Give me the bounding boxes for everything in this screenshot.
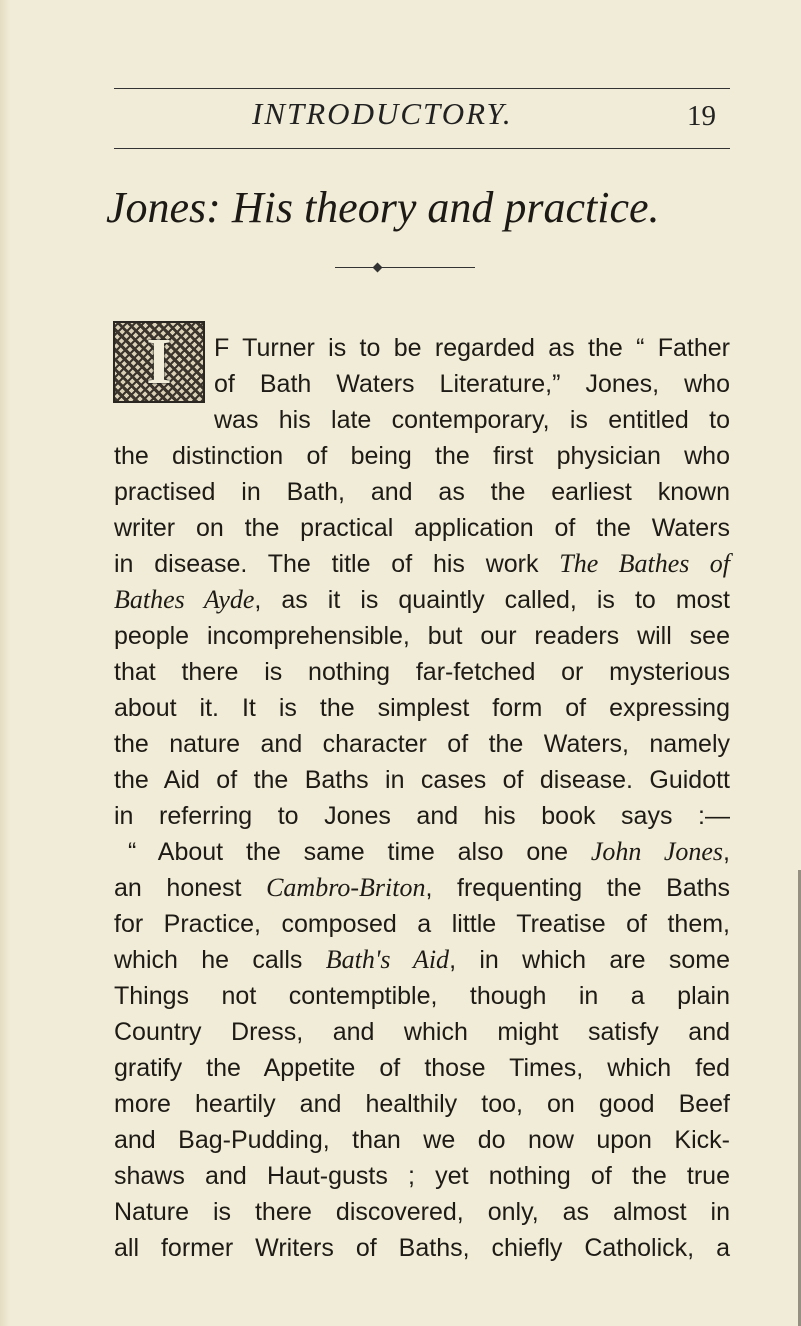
text-run: in disease. The title of his work — [114, 550, 560, 578]
text-line: that there is nothing far-fetched or mysterious — [114, 658, 730, 686]
text-run: “ About the same time also one — [128, 838, 591, 866]
text-line: about it. It is the simplest form of expressing — [114, 694, 730, 722]
quote-line: gratify the Appetite of those Times, which fed — [114, 1054, 730, 1082]
text-line: F Turner is to be regarded as the “ Father — [214, 334, 730, 362]
quote-line: all former Writers of Baths, chiefly Catholick, a — [114, 1234, 730, 1262]
ornament-bar — [335, 267, 475, 268]
person-name-italic: John Jones — [590, 837, 724, 866]
quote-line: for Practice, composed a little Treatise of them, — [114, 910, 730, 938]
header-rule-bottom — [114, 148, 730, 149]
text-line: the distinction of being the first physician who — [114, 442, 730, 470]
text-line: the nature and character of the Waters, namely — [114, 730, 730, 758]
quote-line: Nature is there discovered, only, as almost in — [114, 1198, 730, 1226]
text-run: which he calls — [114, 946, 326, 974]
text-line: in referring to Jones and his book says :— — [114, 802, 730, 830]
page-number: 19 — [687, 100, 716, 132]
text-run: , as it is quaintly called, is to most — [254, 586, 731, 614]
quote-line — [114, 870, 730, 906]
running-head: INTRODUCTORY. — [252, 96, 513, 131]
quote-line: and Bag-Pudding, than we do now upon Kick- — [114, 1126, 730, 1154]
text-run: , frequenting the Baths — [425, 874, 730, 902]
chapter-title: Jones: His theory and practice. — [106, 183, 660, 232]
book-title-italic: Bathes Ayde — [114, 585, 255, 614]
quote-line — [114, 834, 730, 870]
decorated-initial — [113, 321, 205, 403]
quote-line — [114, 942, 730, 978]
text-line — [114, 582, 730, 618]
drop-cap-letter: I — [146, 325, 172, 398]
header-rule-top — [114, 88, 730, 89]
quote-line: shaws and Haut-gusts ; yet nothing of the true — [114, 1162, 730, 1190]
quote-line: Things not contemptible, though in a plain — [114, 982, 730, 1010]
text-line: of Bath Waters Literature,” Jones, who — [214, 370, 730, 398]
text-run: , — [723, 838, 730, 866]
text-run: an honest — [114, 874, 267, 902]
ornament-diamond-icon — [373, 263, 383, 273]
book-title-italic: The Bathes of — [559, 549, 730, 578]
text-line: people incomprehensible, but our readers will see — [114, 622, 730, 650]
text-line — [114, 546, 730, 582]
text-line: the Aid of the Baths in cases of disease. Guidott — [114, 766, 730, 794]
page-gutter-shadow — [0, 0, 10, 1326]
title-ornament-rule — [335, 262, 475, 274]
book-title-italic: Bath's Aid — [325, 945, 450, 974]
text-line: was his late contemporary, is entitled to — [214, 406, 730, 434]
italic-term: Cambro-Briton — [266, 873, 426, 902]
text-run: , in which are some — [449, 946, 730, 974]
text-line: practised in Bath, and as the earliest known — [114, 478, 730, 506]
quote-line: Country Dress, and which might satisfy and — [114, 1018, 730, 1046]
quote-line: more heartily and healthily too, on good Beef — [114, 1090, 730, 1118]
text-line: writer on the practical application of the Waters — [114, 514, 730, 542]
